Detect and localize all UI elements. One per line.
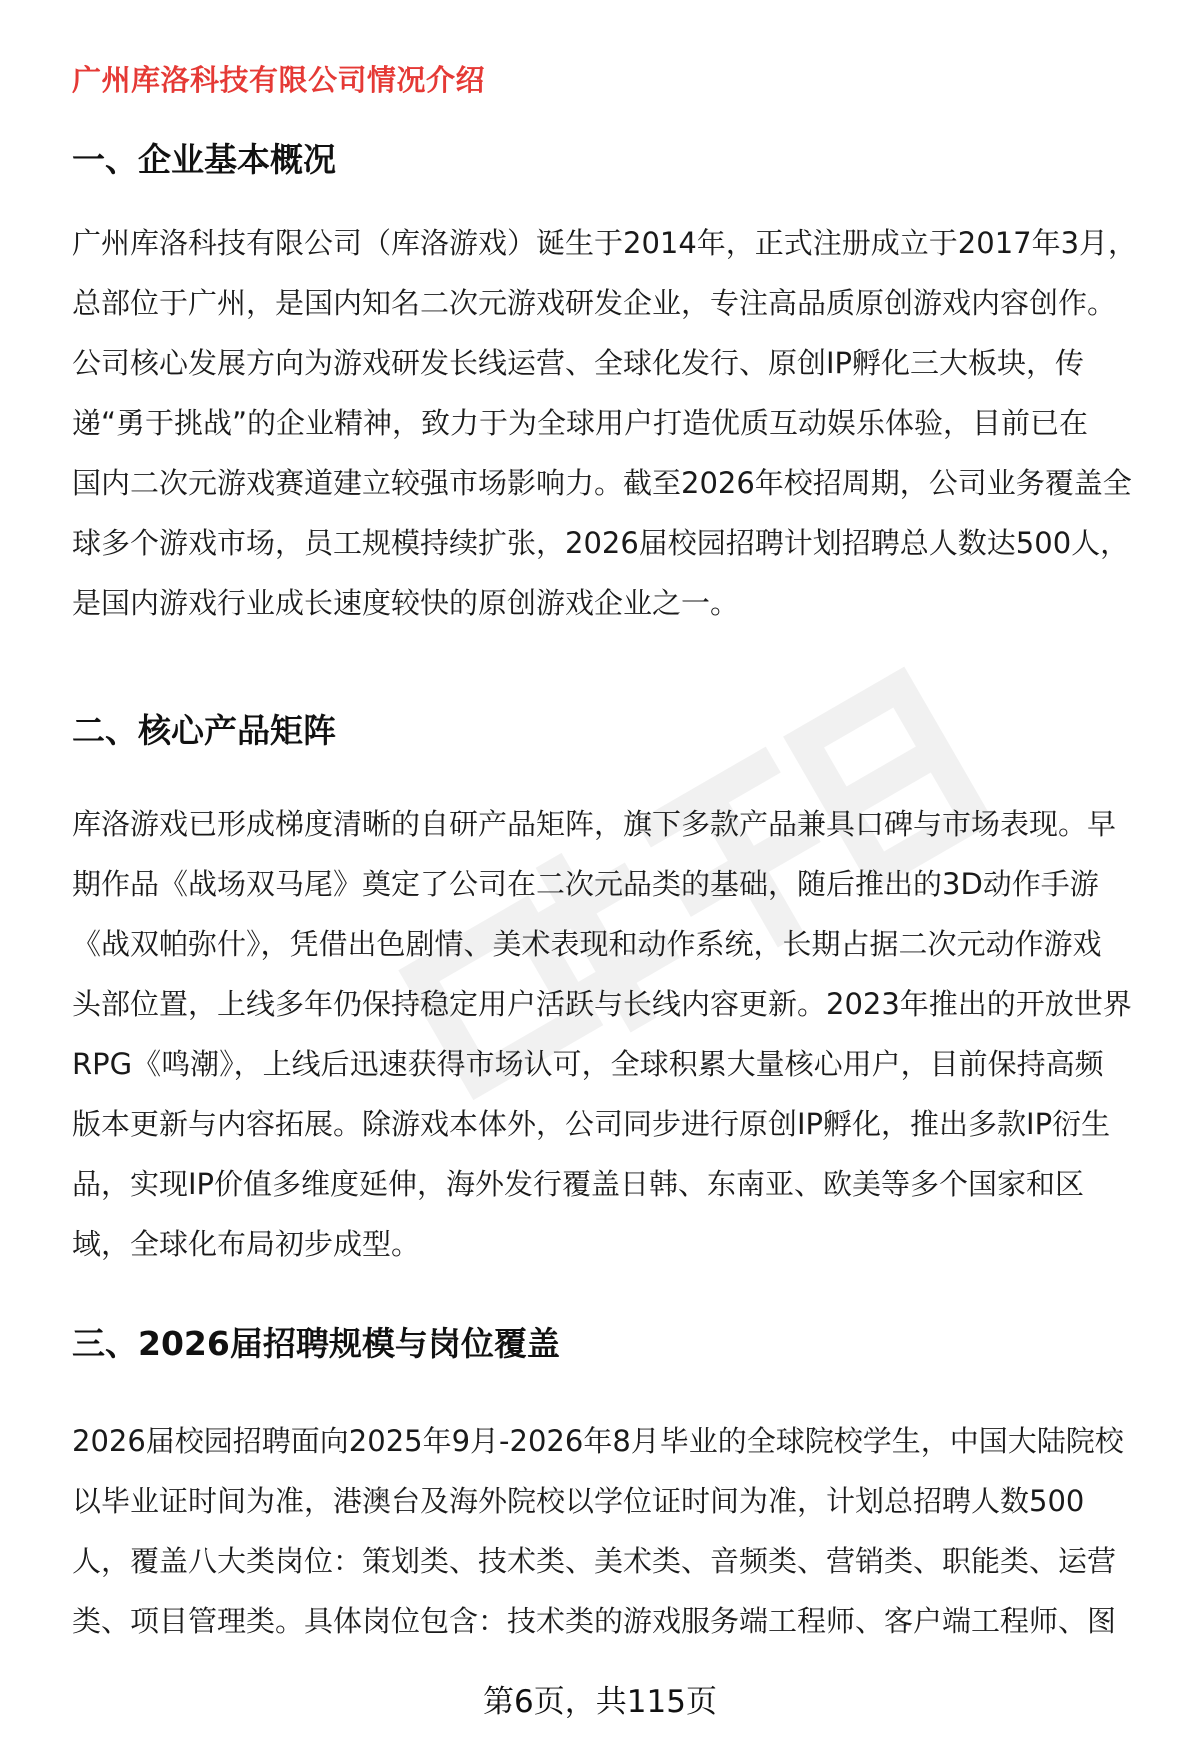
paragraph-line: 类、项目管理类。具体岗位包含：技术类的游戏服务端工程师、客户端工程师、图 — [72, 1604, 1117, 1638]
paragraph-line: 是国内游戏行业成长速度较快的原创游戏企业之一。 — [72, 586, 740, 620]
paragraph-line: 递“勇于挑战”的企业精神，致力于为全球用户打造优质互动娱乐体验，目前已在 — [72, 406, 1089, 440]
paragraph-line: 《战双帕弥什》，凭借出色剧情、美术表现和动作系统，长期占据二次元动作游戏 — [72, 927, 1102, 961]
paragraph-line: 总部位于广州，是国内知名二次元游戏研发企业，专注高品质原创游戏内容创作。 — [72, 286, 1117, 320]
paragraph-line: 头部位置，上线多年仍保持稳定用户活跃与长线内容更新。2023年推出的开放世界 — [72, 987, 1132, 1021]
paragraph-line: 国内二次元游戏赛道建立较强市场影响力。截至2026年校招周期，公司业务覆盖全 — [72, 466, 1132, 500]
paragraph-line: RPG《鸣潮》，上线后迅速获得市场认可，全球积累大量核心用户，目前保持高频 — [72, 1047, 1104, 1081]
paragraph-line: 人，覆盖八大类岗位：策划类、技术类、美术类、音频类、营销类、职能类、运营 — [72, 1544, 1117, 1578]
section-heading-products: 二、核心产品矩阵 — [72, 711, 336, 750]
paragraph-line: 期作品《战场双马尾》奠定了公司在二次元品类的基础，随后推出的3D动作手游 — [72, 867, 1099, 901]
paragraph-line: 球多个游戏市场，员工规模持续扩张，2026届校园招聘计划招聘总人数达500人， — [72, 526, 1130, 560]
section-paragraph-overview — [72, 213, 1168, 633]
paragraph-line: 品，实现IP价值多维度延伸，海外发行覆盖日韩、东南亚、欧美等多个国家和区 — [72, 1167, 1085, 1201]
page-number: 第6页，共115页 — [483, 1684, 717, 1720]
paragraph-line: 域，全球化布局初步成型。 — [72, 1227, 421, 1261]
section-heading-recruitment: 三、2026届招聘规模与岗位覆盖 — [72, 1324, 560, 1363]
paragraph-line: 公司核心发展方向为游戏研发长线运营、全球化发行、原创IP孵化三大板块，传 — [72, 346, 1085, 380]
paragraph-line: 库洛游戏已形成梯度清晰的自研产品矩阵，旗下多款产品兼具口碑与市场表现。早 — [72, 807, 1117, 841]
paragraph-line: 版本更新与内容拓展。除游戏本体外，公司同步进行原创IP孵化，推出多款IP衍生 — [72, 1107, 1111, 1141]
paragraph-line: 2026届校园招聘面向2025年9月-2026年8月毕业的全球院校学生，中国大陆院校 — [72, 1424, 1124, 1458]
section-paragraph-recruitment — [72, 1411, 1168, 1651]
paragraph-line: 以毕业证时间为准，港澳台及海外院校以学位证时间为准，计划总招聘人数500 — [72, 1484, 1085, 1518]
document-title: 广州库洛科技有限公司情况介绍 — [72, 63, 486, 97]
paragraph-line: 广州库洛科技有限公司（库洛游戏）诞生于2014年，正式注册成立于2017年3月， — [72, 226, 1138, 260]
section-paragraph-products — [72, 794, 1168, 1274]
section-heading-overview: 一、企业基本概况 — [72, 140, 336, 179]
